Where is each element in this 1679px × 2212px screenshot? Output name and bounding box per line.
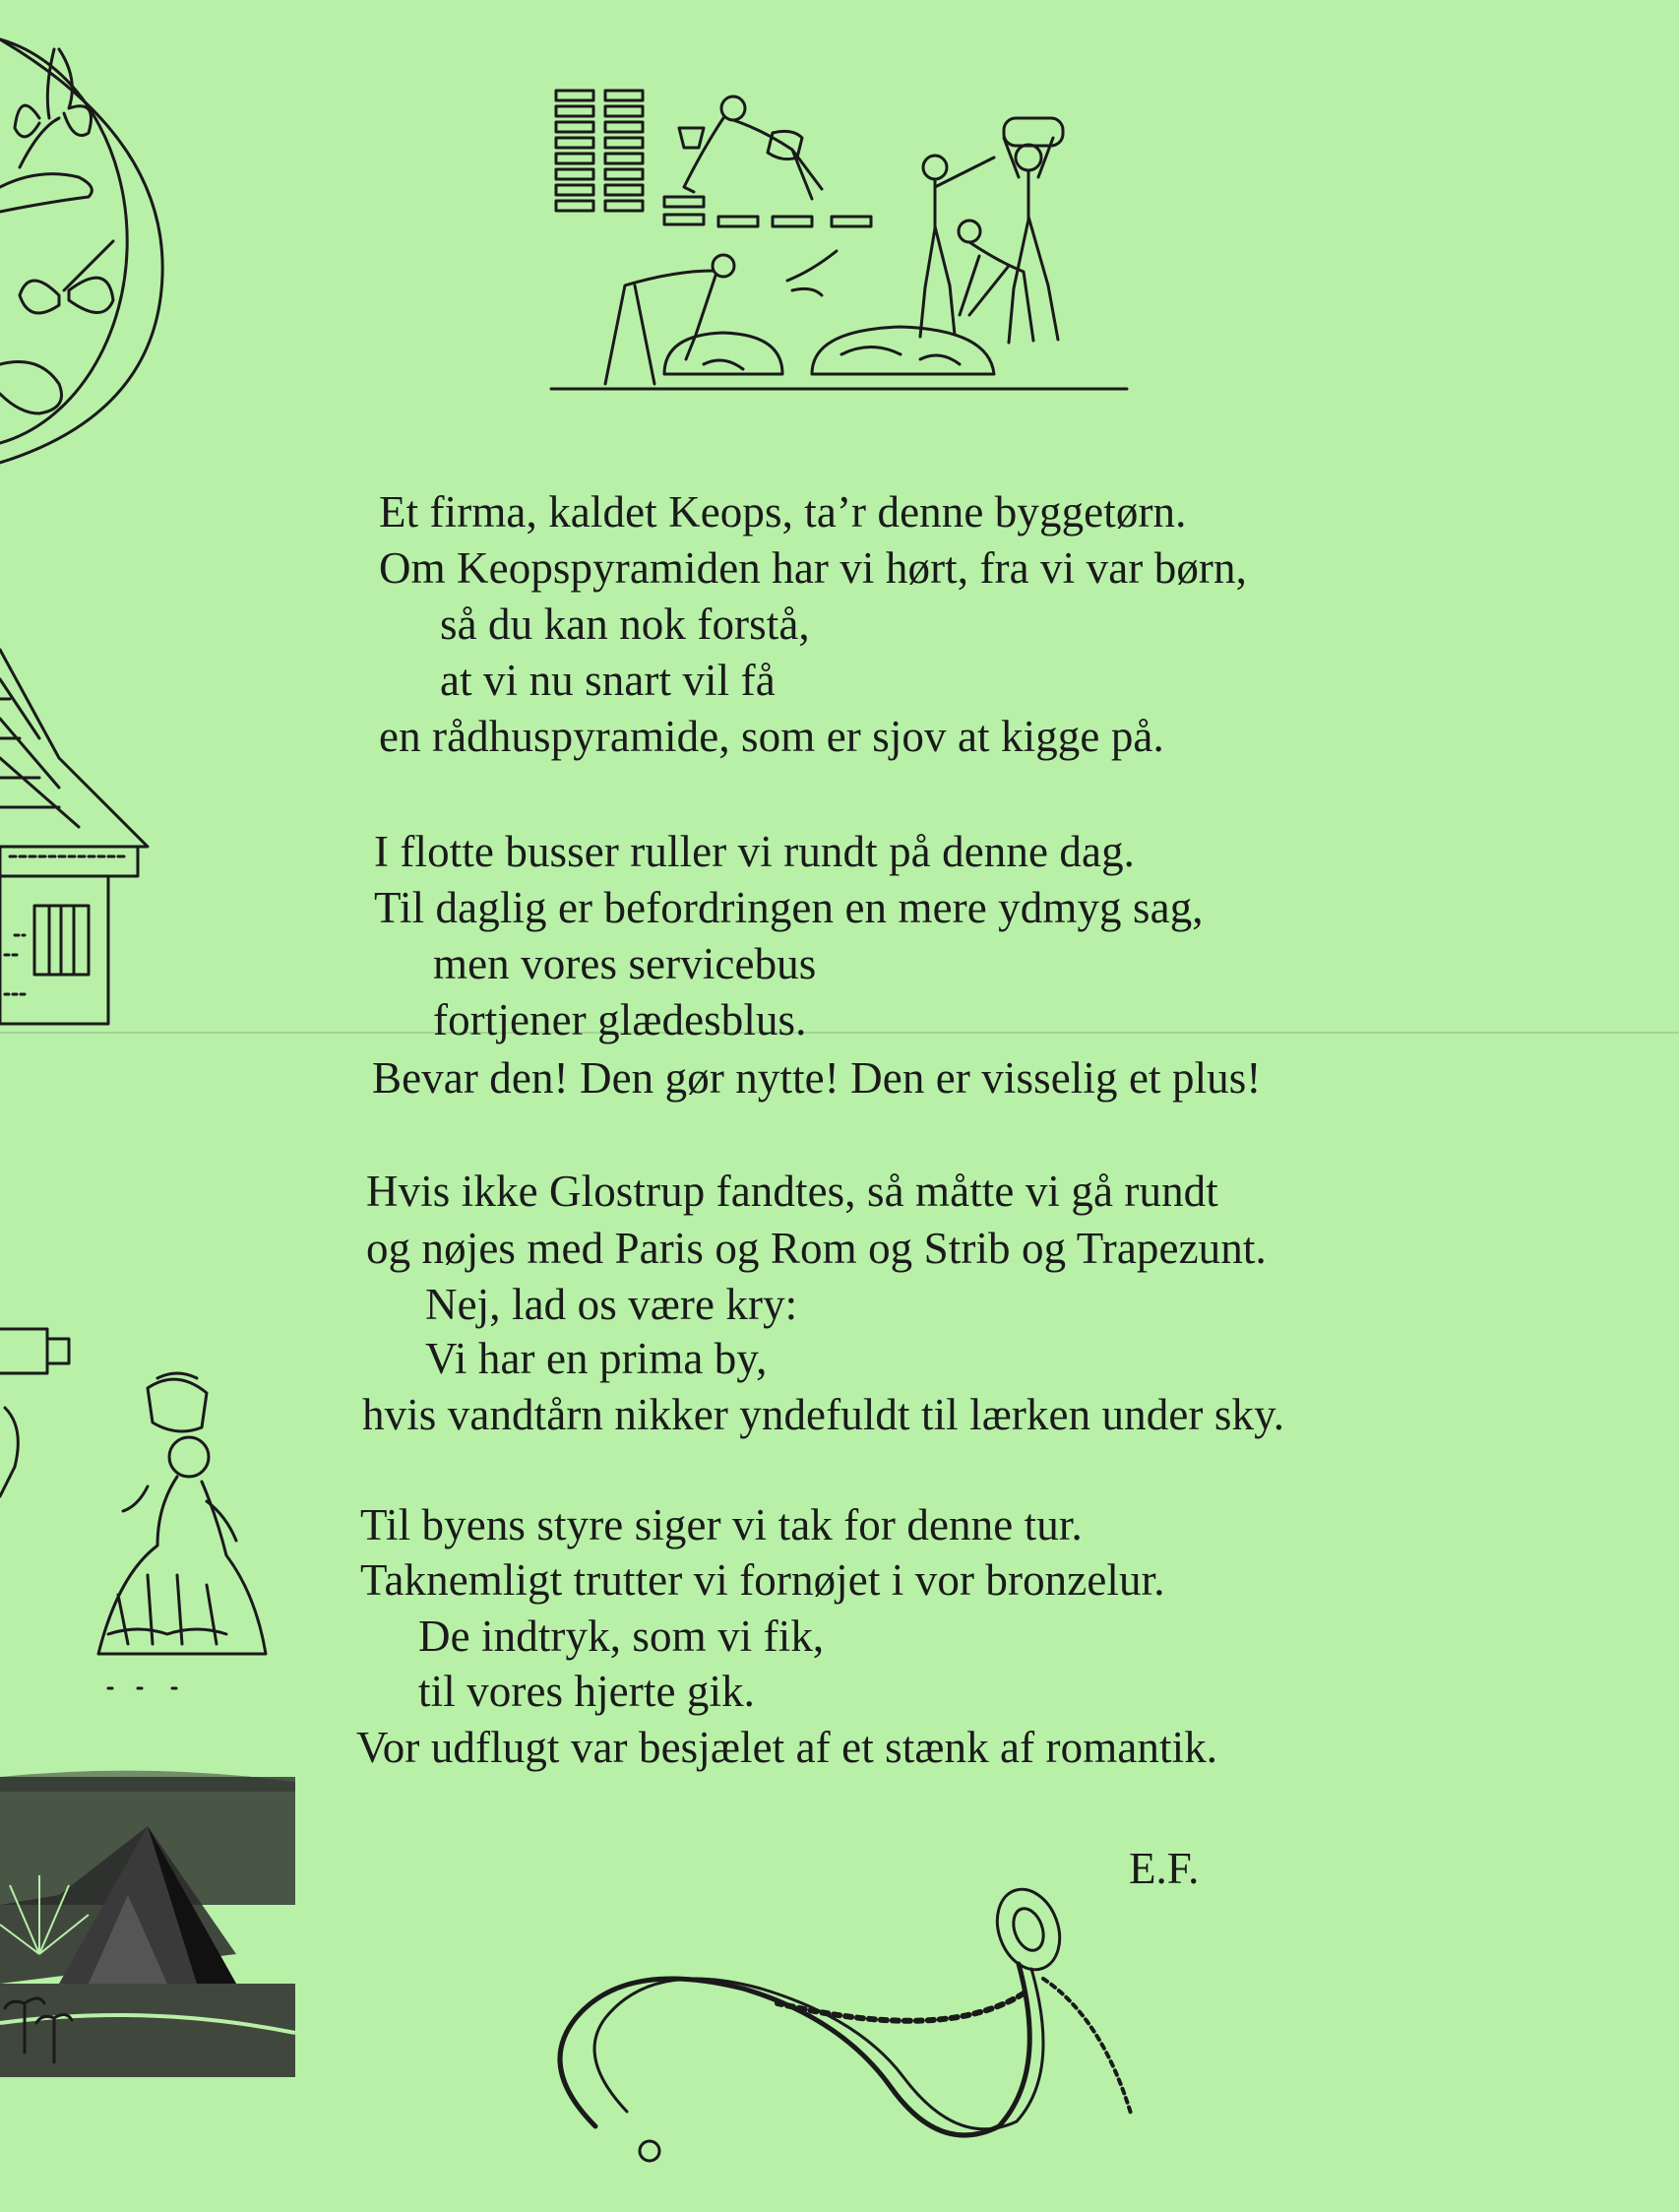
poem-line: til vores hjerte gik.	[418, 1667, 756, 1716]
poem-line: I flotte busser ruller vi rundt på denne dag.	[374, 827, 1136, 876]
poem-line: hvis vandtårn nikker yndefuldt til lærken under sky.	[362, 1390, 1285, 1439]
poem-line: så du kan nok forstå,	[440, 600, 810, 649]
poem-line: De indtryk, som vi fik,	[418, 1612, 825, 1661]
poem-line: men vores servicebus	[433, 939, 817, 988]
poem-line: Vor udflugt var besjælet af et stænk af romantik.	[356, 1723, 1218, 1772]
poem-line: en rådhuspyramide, som er sjov at kigge på.	[379, 712, 1164, 761]
poem-line: fortjener glædesblus.	[433, 995, 807, 1044]
poem-line: Taknemligt trutter vi fornøjet i vor bronzelur.	[360, 1555, 1165, 1605]
signature: E.F.	[1129, 1844, 1200, 1893]
poem-line: Til byens styre siger vi tak for denne tur.	[360, 1500, 1083, 1549]
poem-line: Hvis ikke Glostrup fandtes, så måtte vi gå rundt	[366, 1167, 1218, 1216]
poem-line: Vi har en prima by,	[425, 1334, 768, 1383]
poem-line: og nøjes med Paris og Rom og Strib og Trapezunt.	[366, 1224, 1267, 1273]
poem-line: Om Keopspyramiden har vi hørt, fra vi var børn,	[379, 543, 1247, 593]
poem-line: Et firma, kaldet Keops, ta’r denne byggetørn.	[379, 487, 1187, 537]
poem-line: Nej, lad os være kry:	[425, 1280, 798, 1329]
poem-line: at vi nu snart vil få	[440, 656, 776, 705]
poem-line: Bevar den! Den gør nytte! Den er visselig et plus!	[372, 1053, 1262, 1103]
poem-line: Til daglig er befordringen en mere ydmyg sag,	[374, 883, 1204, 932]
